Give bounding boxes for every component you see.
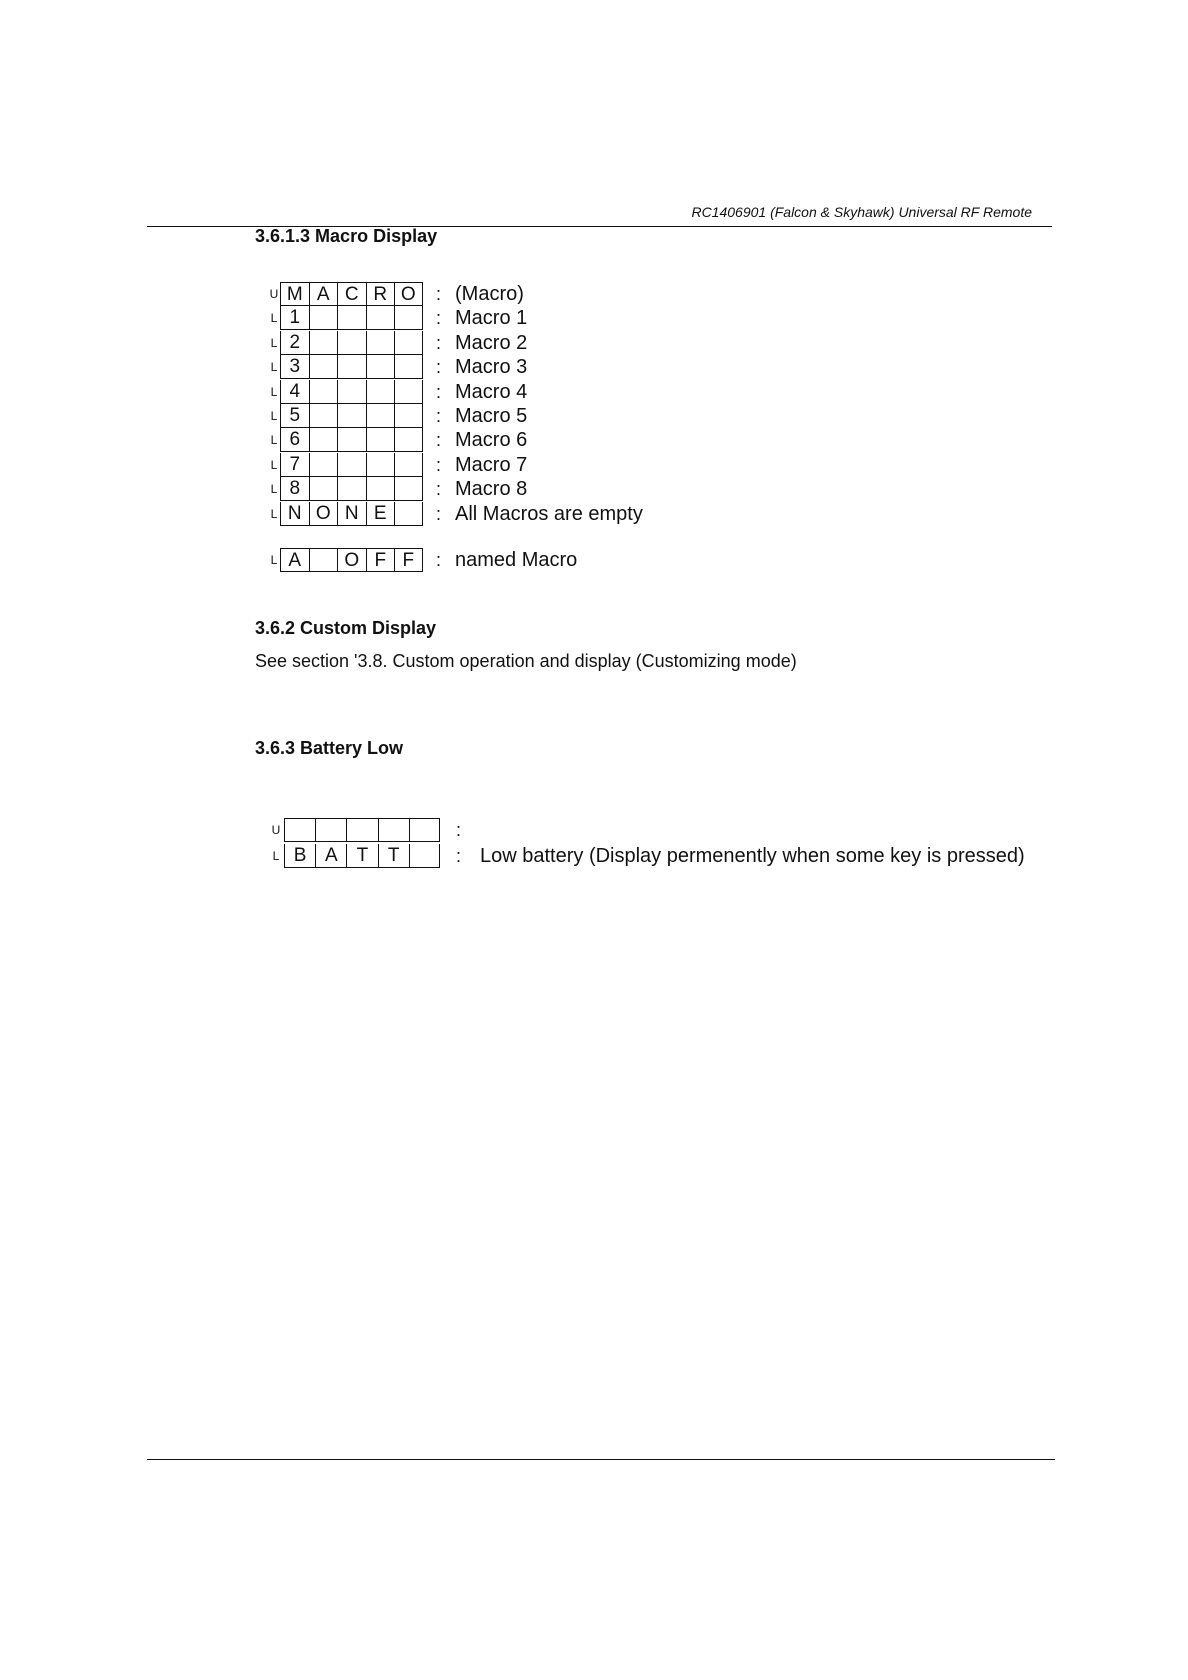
lcd-line-indicator: L [270, 311, 278, 326]
lcd-cell: R [366, 282, 395, 306]
lcd-cells [280, 548, 423, 572]
display-description: Macro 1 [455, 307, 528, 330]
lcd-cell [366, 380, 395, 404]
separator-colon: : [436, 308, 442, 329]
lcd-line-indicator: L [270, 433, 278, 448]
lcd-cells [280, 404, 423, 428]
lcd-cell: 8 [280, 477, 309, 501]
lcd-cell [337, 306, 366, 330]
lcd-cell [394, 477, 423, 501]
lcd-cell: 1 [280, 306, 309, 330]
lcd-cell [284, 818, 315, 842]
lcd-line-indicator: L [270, 482, 278, 497]
lcd-cell [394, 306, 423, 330]
display-description: All Macros are empty [455, 502, 643, 525]
lcd-cell [366, 355, 395, 379]
lcd-cell [337, 477, 366, 501]
lcd-cell [366, 453, 395, 477]
lcd-cell: N [337, 502, 366, 526]
lcd-cell: M [280, 282, 309, 306]
lcd-cells [280, 380, 423, 404]
section-heading-custom-display: 3.6.2 Custom Display [255, 618, 437, 638]
lcd-line-indicator: L [270, 457, 278, 472]
lcd-line-indicator: U [271, 823, 281, 837]
display-description: Macro 4 [455, 380, 528, 403]
lcd-cell [309, 380, 338, 404]
lcd-cells [280, 355, 423, 379]
lcd-cell [366, 306, 395, 330]
lcd-line-indicator: L [272, 849, 280, 863]
lcd-line-indicator: L [270, 409, 278, 423]
lcd-cell: T [378, 844, 409, 868]
display-description: (Macro) [455, 283, 524, 305]
lcd-cell: A [309, 282, 338, 306]
lcd-cell: A [280, 548, 309, 572]
lcd-cell [394, 331, 423, 355]
lcd-line-indicator: L [270, 506, 278, 521]
lcd-cell [337, 355, 366, 379]
lcd-cell [309, 404, 338, 428]
lcd-cells [280, 282, 423, 306]
lcd-cell [337, 453, 366, 477]
lcd-cell: 4 [280, 380, 309, 404]
separator-colon: : [436, 332, 442, 353]
lcd-cell [366, 477, 395, 501]
lcd-cells [280, 453, 423, 477]
lcd-cell: 6 [280, 428, 309, 452]
separator-colon: : [436, 357, 442, 378]
separator-colon: : [436, 454, 442, 475]
separator-colon: : [436, 381, 442, 402]
lcd-cell: 2 [280, 331, 309, 355]
lcd-cell [409, 844, 440, 868]
lcd-cell [309, 306, 338, 330]
display-description: Macro 6 [455, 429, 528, 452]
lcd-cells [280, 502, 423, 526]
lcd-cell: A [315, 844, 346, 868]
display-description: Macro 7 [455, 453, 528, 476]
section-heading-battery-low: 3.6.3 Battery Low [255, 738, 404, 758]
lcd-line-indicator: L [270, 360, 278, 375]
lcd-cell [309, 477, 338, 501]
lcd-cell [337, 404, 366, 428]
separator-colon: : [456, 846, 462, 866]
footer-rule [147, 1459, 1055, 1460]
separator-colon: : [456, 820, 462, 840]
lcd-cell: 7 [280, 453, 309, 477]
lcd-cell [394, 355, 423, 379]
lcd-cells [280, 306, 423, 330]
lcd-cell: T [346, 844, 377, 868]
separator-colon: : [436, 430, 442, 451]
lcd-cell: C [337, 282, 366, 306]
lcd-cell: O [337, 548, 366, 572]
lcd-cell [315, 818, 346, 842]
lcd-cell [378, 818, 409, 842]
separator-colon: : [436, 550, 442, 570]
custom-display-description: See section '3.8. Custom operation and display (Customizing mode) [255, 651, 797, 671]
separator-colon: : [436, 406, 442, 426]
display-description: Low battery (Display permenently when some key is pressed) [480, 845, 1025, 867]
lcd-cell [337, 428, 366, 452]
lcd-cells [284, 844, 440, 868]
lcd-cell: O [309, 502, 338, 526]
display-description: Macro 5 [455, 405, 528, 427]
lcd-cell: F [366, 548, 395, 572]
lcd-cell: B [284, 844, 315, 868]
lcd-cell [366, 428, 395, 452]
lcd-cell [394, 453, 423, 477]
lcd-cell [394, 428, 423, 452]
lcd-cell [409, 818, 440, 842]
separator-colon: : [436, 479, 442, 500]
display-description: Macro 3 [455, 356, 528, 379]
lcd-cell: 5 [280, 404, 309, 428]
document-header-title: RC1406901 (Falcon & Skyhawk) Universal RF Remote [691, 204, 1032, 220]
lcd-cell [394, 502, 423, 526]
lcd-cell [337, 380, 366, 404]
section-heading-macro-display: 3.6.1.3 Macro Display [255, 226, 438, 246]
lcd-line-indicator: L [270, 553, 278, 567]
lcd-cell: F [394, 548, 423, 572]
lcd-cell [337, 331, 366, 355]
lcd-line-indicator: L [270, 384, 278, 399]
lcd-cell [309, 453, 338, 477]
display-description: Macro 2 [455, 331, 528, 354]
lcd-cell: O [394, 282, 423, 306]
lcd-cell [394, 404, 423, 428]
lcd-cell [309, 428, 338, 452]
lcd-cell [366, 404, 395, 428]
lcd-cell [309, 331, 338, 355]
lcd-cell: N [280, 502, 309, 526]
lcd-cell [366, 331, 395, 355]
lcd-cells [280, 331, 423, 355]
lcd-cell [346, 818, 377, 842]
lcd-cells [280, 477, 423, 501]
lcd-cell: 3 [280, 355, 309, 379]
lcd-cell [309, 548, 338, 572]
separator-colon: : [436, 503, 442, 524]
lcd-cell [394, 380, 423, 404]
display-description: Macro 8 [455, 478, 528, 501]
lcd-cells [280, 428, 423, 452]
lcd-cells [284, 818, 440, 842]
lcd-cell [309, 355, 338, 379]
lcd-cell: E [366, 502, 395, 526]
display-description: named Macro [455, 549, 578, 571]
separator-colon: : [436, 284, 442, 304]
lcd-line-indicator: U [269, 287, 279, 301]
lcd-line-indicator: L [270, 335, 278, 350]
